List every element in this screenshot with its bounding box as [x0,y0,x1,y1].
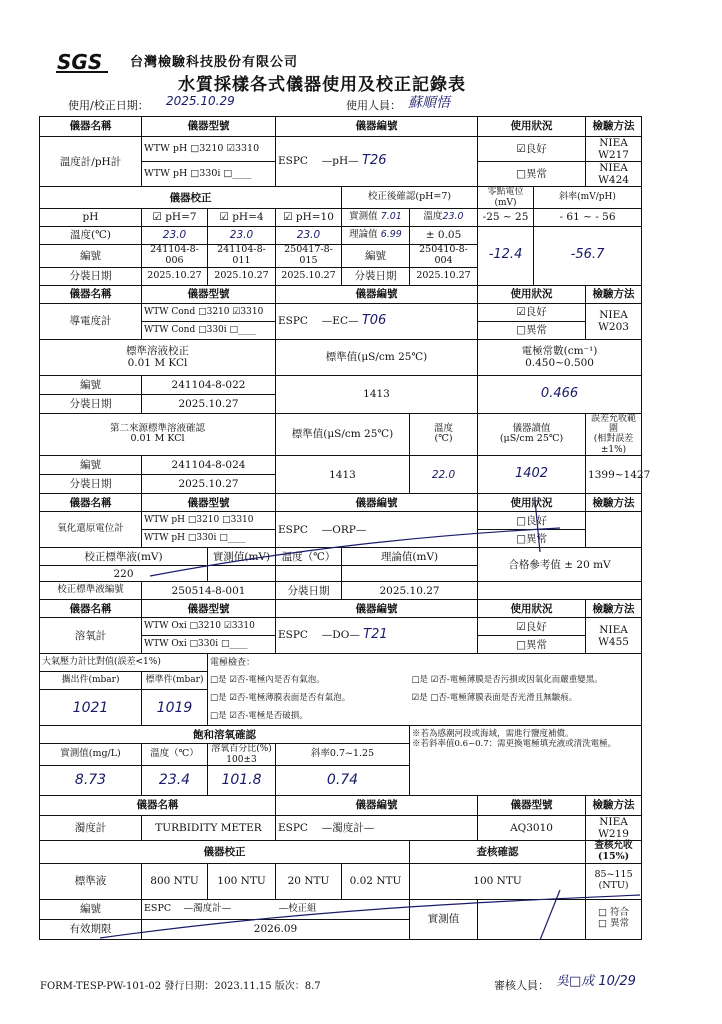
turb-id-label: 編號 [40,899,142,919]
ec-std-title: 標準溶液校正 [126,345,189,358]
do-model-2[interactable]: WTW Oxi □330i □____ [142,636,276,654]
do-check-2[interactable]: □是 ☑否-電極薄膜表面是否有氣泡。 [208,690,410,708]
ph-h-name: 儀器名稱 [40,117,142,137]
ph-id-3: 250417-8-015 [276,244,342,267]
ph-id-label-2: 編號 [342,244,410,267]
ph-temp-1: 23.0 [142,226,208,244]
orp-pack-label: 分裝日期 [276,582,342,600]
do-check-1[interactable]: □是 ☑否-電極內是否有氣泡。 [208,672,410,690]
ph-theory-value: 6.99 [380,228,402,240]
orp-std-value: 220 [40,566,208,582]
do-method: NIEA W455 [586,618,642,654]
do-electrode-title: 電極檢查： [208,654,642,672]
do-sat-temp: 23.4 [142,765,208,795]
ph-h-status: 使用狀況 [478,117,586,137]
ec-id-label: 編號 [40,375,142,394]
turb-std-4: 0.02 NTU [342,863,410,899]
do-sat-title: 飽和溶氧確認 [40,726,410,744]
ph-row-id: 編號 [40,244,142,267]
orp-std-id-label: 校正標準液編號 [40,582,142,600]
ph-pack-4: 2025.10.27 [410,267,478,285]
ec-tol-sub: (相對誤差±1%) [593,434,634,455]
turb-strike-line [100,895,640,938]
ph-row-ph: pH [40,208,142,226]
ph-calib-header: 儀器校正 [40,187,342,209]
ph-measured-value: 7.01 [380,210,402,222]
ph-id-1: 241104-8-006 [142,244,208,267]
orp-measured-label: 實測值(mV) [208,548,276,566]
date-value: 2025.10.29 [166,94,235,108]
orp-serial: ESPC —ORP— [276,512,478,548]
orp-std-label: 校正標準液(mV) [40,548,208,566]
do-name: 溶氧計 [40,618,142,654]
ec-name: 導電度計 [40,303,142,339]
turb-std-2: 100 NTU [208,863,276,899]
orp-status-strike [535,500,540,552]
do-sat-pct: 101.8 [208,765,276,795]
ec-std-value-label: 標準值(μS/cm 25℃) [276,339,478,375]
ph-id-4: 250410-8-004 [410,244,478,267]
do-status-good[interactable]: ☑良好 [478,618,586,636]
reviewer-label: 審核人員： [494,979,549,992]
ph-pack-label-2: 分裝日期 [342,267,410,285]
ec-h-name: 儀器名稱 [40,285,142,303]
orp-h-serial: 儀器編號 [276,494,478,512]
ec-pack-value: 2025.10.27 [142,394,276,413]
turb-std-5: 100 NTU [410,863,586,899]
turb-accept-range: 85~115 (NTU) [586,863,642,899]
do-serial-hw: T21 [363,627,388,643]
do-pressure-title: 大氣壓力計比對值(誤差<1%) [40,654,208,672]
orp-h-name: 儀器名稱 [40,494,142,512]
ec-pack2-label: 分裝日期 [40,475,142,494]
do-standard-label: 標準件(mbar) [142,672,208,690]
turb-ok[interactable]: □ 符合 [598,907,630,919]
ph-pack-1: 2025.10.27 [142,267,208,285]
ec-temp-label: 溫度 [434,422,454,434]
do-h-name: 儀器名稱 [40,600,142,618]
ec-tol-label: 誤差允收範圍 [591,413,637,435]
ph-h-model: 儀器型號 [142,117,276,137]
orp-status-bad[interactable]: □異常 [478,530,586,548]
ec-second-conc: 0.01 M KCl [130,433,185,445]
ph-std-7[interactable]: ☑ pH=7 [142,208,208,226]
logo-text: SGS [57,50,103,74]
turb-id-value: ESPC —濁度計— —校正組 [142,899,410,919]
ec-method: NIEA W203 [586,303,642,339]
ph-slope-value: -56.7 [534,226,642,285]
do-h-serial: 儀器編號 [276,600,478,618]
turb-type: TURBIDITY METER [142,815,276,840]
do-check-3[interactable]: □是 ☑否-電極是否破損。 [208,708,410,726]
ph-theory-label: 理論值 [349,228,378,240]
ph-tolerance: ± 0.05 [410,226,478,244]
date-label: 使用/校正日期： [68,99,149,112]
do-h-status: 使用狀況 [478,600,586,618]
ph-zero-range: -25 ~ 25 [478,208,534,226]
ec-pack2-value: 2025.10.27 [142,475,276,494]
ec-h-status: 使用狀況 [478,285,586,303]
do-serial-prefix: ESPC —DO— [278,629,360,642]
ec-id-value: 241104-8-022 [142,375,276,394]
ph-model-2[interactable]: WTW pH □330i □____ [142,162,276,187]
turb-accept-label: 查核允收(15%) [586,840,642,863]
turb-h-model: 儀器型號 [478,795,586,815]
ph-zero-label: 零點電位(mV) [478,187,534,209]
ec-cell-value: 0.466 [478,375,642,413]
turb-h-name: 儀器名稱 [40,795,276,815]
turb-std-1: 800 NTU [142,863,208,899]
do-sat-measured: 8.73 [40,765,142,795]
ph-slope-range: - 61 ~ - 56 [534,208,642,226]
ph-slope-label: 斜率(mV/pH) [534,187,642,209]
ph-serial-prefix: ESPC —pH— [278,155,359,168]
ph-zero-value: -12.4 [478,226,534,285]
ph-h-serial: 儀器編號 [276,117,478,137]
ph-temp-small-value: 23.0 [442,210,464,222]
ph-temp-3: 23.0 [276,226,342,244]
do-h-method: 檢驗方法 [586,600,642,618]
ec-cell-range: 0.450~0.500 [525,357,594,370]
user-value: 蘇順悟 [408,95,450,111]
do-note-2: ※若斜率值0.6~0.7：需更換電極填充液或清洗電極。 [412,738,617,749]
do-status-bad[interactable]: □異常 [478,636,586,654]
ph-pack-2: 2025.10.27 [208,267,276,285]
orp-status-good[interactable]: □良好 [478,512,586,530]
ph-h-method: 檢驗方法 [586,117,642,137]
form-title: 水質採樣各式儀器使用及校正記錄表 [178,75,466,95]
orp-model-2[interactable]: WTW pH □330i □____ [142,530,276,548]
orp-strike-line [150,528,560,576]
orp-accept: 合格參考值 ± 20 mV [478,548,642,582]
turb-ng[interactable]: □ 異常 [598,918,630,930]
turb-std-label: 標準液 [40,863,142,899]
orp-h-method: 檢驗方法 [586,494,642,512]
ph-pack-3: 2025.10.27 [276,267,342,285]
ec-second-std-label: 標準值(μS/cm 25℃) [276,413,410,455]
do-check-5[interactable]: ☑是 □否-電極薄膜表面是否光滑且無皺痕。 [410,690,642,708]
ph-std-10[interactable]: ☑ pH=10 [276,208,342,226]
user-label: 使用人員： [346,99,401,112]
ec-h-model: 儀器型號 [142,285,276,303]
ph-status-bad[interactable]: □異常 [478,162,586,187]
do-note-1: ※若為感潮河段或海域，需進行鹽度補償。 [412,729,574,740]
turb-serial: ESPC —濁度計— [276,815,478,840]
orp-temp-label: 溫度（℃） [276,548,342,566]
orp-theory-label: 理論值(mV) [342,548,478,566]
ec-second-std: 1413 [276,456,410,494]
ec-id2-value: 241104-8-024 [142,456,276,475]
ec-h-method: 檢驗方法 [586,285,642,303]
ph-std-4[interactable]: ☑ pH=4 [208,208,276,226]
turb-expiry-value: 2026.09 [142,919,410,939]
ec-second-title: 第二來源標準溶液確認 [109,422,205,434]
ec-std-conc: 0.01 M KCl [127,357,188,370]
ec-serial-hw: T06 [361,312,387,328]
do-sat-slope: 0.74 [276,765,410,795]
ec-h-serial: 儀器編號 [276,285,478,303]
ec-status-bad[interactable]: □異常 [478,321,586,339]
orp-std-id: 250514-8-001 [142,582,276,600]
ph-temp-small-label: 溫度 [423,210,443,222]
ph-model-1[interactable]: WTW pH □3210 ☑3310 [142,137,276,162]
orp-h-model: 儀器型號 [142,494,276,512]
ph-status-good[interactable]: ☑良好 [478,137,586,162]
orp-name: 氧化還原電位計 [40,512,142,548]
ec-std-value: 1413 [276,375,478,413]
turb-h-method: 檢驗方法 [586,795,642,815]
ec-temp-unit: (℃) [434,433,453,445]
ec-second-temp: 22.0 [410,456,478,494]
turb-method: NIEA W219 [586,815,642,840]
turb-std-3: 20 NTU [276,863,342,899]
do-sat-pct-label: 溶氧百分比(%) 100±3 [208,744,276,766]
turb-name: 濁度計 [40,815,142,840]
turb-model: AQ3010 [478,815,586,840]
orp-h-status: 使用狀況 [478,494,586,512]
do-sat-measured-label: 實測值(mg/L) [40,744,142,766]
do-sat-temp-label: 溫度（℃） [142,744,208,766]
ec-serial-prefix: ESPC —EC— [278,314,359,327]
ec-id2-label: 編號 [40,456,142,475]
turb-check-label: 查核確認 [410,840,586,863]
do-model-1[interactable]: WTW Oxi □3210 ☑3310 [142,618,276,636]
do-standard-value: 1019 [142,690,208,726]
ph-id-2: 241104-8-011 [208,244,276,267]
do-sat-slope-label: 斜率0.7~1.25 [276,744,410,766]
orp-pack-value: 2025.10.27 [342,582,478,600]
ph-method-2: NIEA W424 [586,162,642,187]
form-info: FORM-TESP-PW-101-02 發行日期：2023.11.15 版次：8.7 [40,981,321,992]
ec-model-2[interactable]: WTW Cond □330i □____ [142,321,276,339]
ec-pack-label: 分裝日期 [40,394,142,413]
do-check-4[interactable]: □是 ☑否-電極薄膜是否污損或因氧化而嚴重變黑。 [410,672,642,690]
ph-confirm-label: 校正後確認(pH=7) [342,187,478,209]
ec-reading-unit: (μS/cm 25℃) [499,433,564,445]
ec-reading-label: 儀器讀值 [512,422,551,434]
turb-h-serial: 儀器編號 [276,795,478,815]
ph-name: 溫度計/pH計 [40,137,142,187]
ec-model-1[interactable]: WTW Cond □3210 ☑3310 [142,303,276,321]
orp-model-1[interactable]: WTW pH □3210 □3310 [142,512,276,530]
ec-second-reading: 1402 [478,456,586,494]
do-h-model: 儀器型號 [142,600,276,618]
ph-temp-2: 23.0 [208,226,276,244]
ph-row-temp: 溫度(℃) [40,226,142,244]
turb-accept-strike [540,890,560,940]
turb-measured-label: 實測值 [410,899,478,939]
ph-row-pack: 分裝日期 [40,267,142,285]
ec-status-good[interactable]: ☑良好 [478,303,586,321]
do-carry-label: 攜出件(mbar) [40,672,142,690]
turb-calib-label: 儀器校正 [40,840,410,863]
ec-tol-range: 1399~1427 [586,456,642,494]
ph-measured-label: 實測值 [349,210,378,222]
ph-method-1: NIEA W217 [586,137,642,162]
reviewer-value: 吳□成 10/29 [556,974,636,989]
ph-serial-hw: T26 [362,153,387,169]
do-carry-value: 1021 [40,690,142,726]
ec-cell-label: 電極常數(cm⁻¹) [521,345,598,358]
company-name: 台灣檢驗科技股份有限公司 [130,55,299,70]
turb-expiry-label: 有效期限 [40,919,142,939]
